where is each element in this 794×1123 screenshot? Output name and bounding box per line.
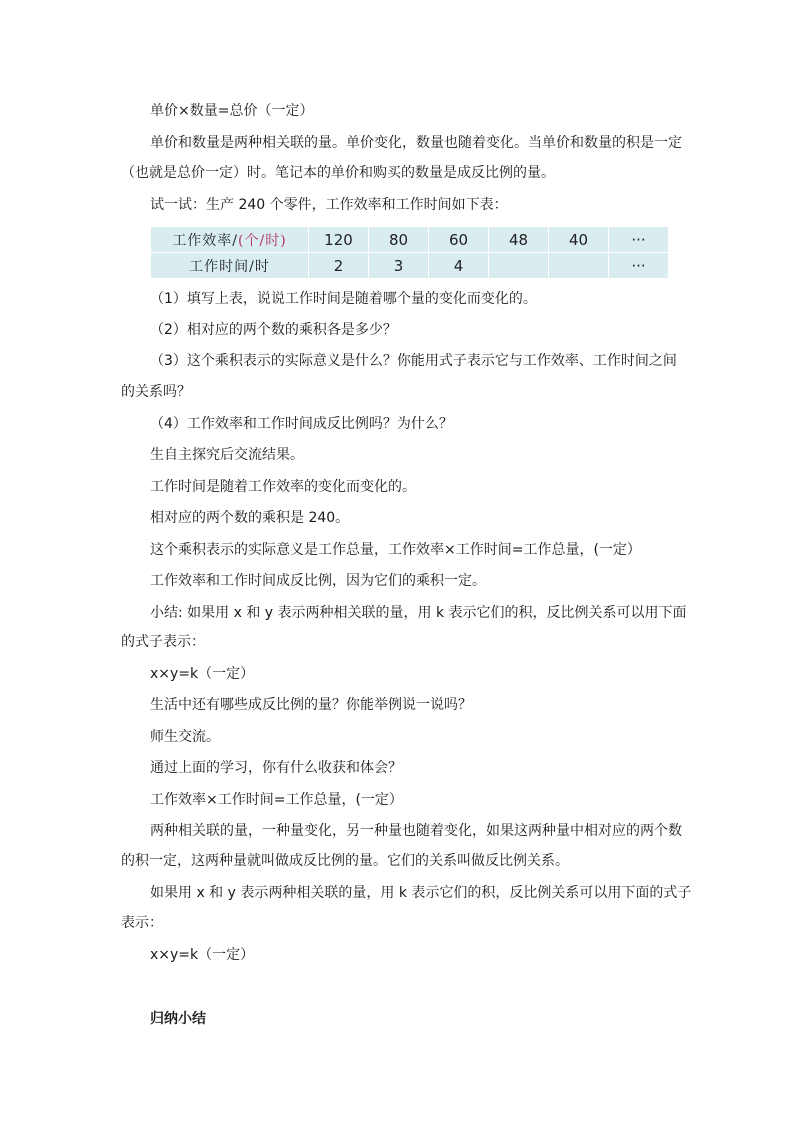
question-4: （4）工作效率和工作时间成反比例吗？为什么？: [150, 416, 453, 432]
table-cell: 120: [309, 227, 369, 253]
table-row: [151, 253, 669, 279]
question-3-continued: 的关系吗？: [121, 384, 191, 400]
row-header-label: 工作效率/: [172, 232, 239, 249]
question-2: （2）相对应的两个数的乘积各是多少？: [150, 322, 397, 338]
table-cell: ···: [609, 227, 669, 253]
table-cell: 60: [429, 227, 489, 253]
table-cell-blank: [489, 253, 549, 279]
table-cell: 2: [309, 253, 369, 279]
formula-xyk: x×y=k（一定）: [150, 947, 255, 963]
definition-line: 两种相关联的量，一种量变化，另一种量也随着变化，如果这两种量中相对应的两个数: [150, 823, 682, 839]
row-header-time: 工作时间/时: [151, 253, 309, 279]
paragraph-line: 工作效率和工作时间成反比例，因为它们的乘积一定。: [150, 573, 486, 589]
paragraph-line: （也就是总价一定）时。笔记本的单价和购买的数量是成反比例的量。: [121, 165, 555, 181]
question-3: （3）这个乘积表示的实际意义是什么？你能用式子表示它与工作效率、工作时间之间: [150, 353, 677, 369]
exercise-intro: 试一试：生产 240 个零件，工作效率和工作时间如下表：: [150, 197, 508, 213]
summary-line: 小结: 如果用 x 和 y 表示两种相关联的量，用 k 表示它们的积，反比例关系可以用下面: [150, 605, 687, 621]
efficiency-time-table: [150, 226, 669, 279]
section-heading: 归纳小结: [150, 1011, 206, 1027]
table-cell: 3: [369, 253, 429, 279]
row-header-efficiency: [151, 227, 309, 253]
paragraph-line: 工作时间是随着工作效率的变化而变化的。: [150, 479, 416, 495]
paragraph-line: 师生交流。: [150, 729, 220, 745]
row-header-unit: (个/时): [238, 232, 287, 249]
paragraph-line: 生活中还有哪些成反比例的量？你能举例说一说吗？: [150, 697, 472, 713]
paragraph-line: 生自主探究后交流结果。: [150, 447, 304, 463]
paragraph-line: 如果用 x 和 y 表示两种相关联的量，用 k 表示它们的积，反比例关系可以用下面的式子: [150, 885, 692, 901]
table-cell: 4: [429, 253, 489, 279]
table-cell: 80: [369, 227, 429, 253]
question-1: （1）填写上表，说说工作时间是随着哪个量的变化而变化的。: [150, 291, 537, 307]
table-cell-blank: [549, 253, 609, 279]
table-cell: 48: [489, 227, 549, 253]
paragraph-line-continued: 表示：: [121, 915, 163, 931]
table-row: [151, 227, 669, 253]
table-cell: ···: [609, 253, 669, 279]
paragraph-line: 这个乘积表示的实际意义是工作总量，工作效率×工作时间=工作总量，(一定）: [150, 542, 641, 558]
summary-line-continued: 的式子表示：: [121, 634, 205, 650]
definition-line-continued: 的积一定，这两种量就叫做成反比例的量。它们的关系叫做反比例关系。: [121, 853, 569, 869]
formula-xyk: x×y=k（一定）: [150, 666, 255, 682]
paragraph-line: 通过上面的学习，你有什么收获和体会？: [150, 760, 402, 776]
formula-unit-price: 单价×数量=总价（一定）: [150, 103, 314, 119]
formula-work: 工作效率×工作时间=工作总量，(一定）: [150, 792, 403, 808]
paragraph-line: 相对应的两个数的乘积是 240。: [150, 510, 350, 526]
table-cell: 40: [549, 227, 609, 253]
paragraph-line: 单价和数量是两种相关联的量。单价变化，数量也随着变化。当单价和数量的积是一定: [150, 135, 682, 151]
